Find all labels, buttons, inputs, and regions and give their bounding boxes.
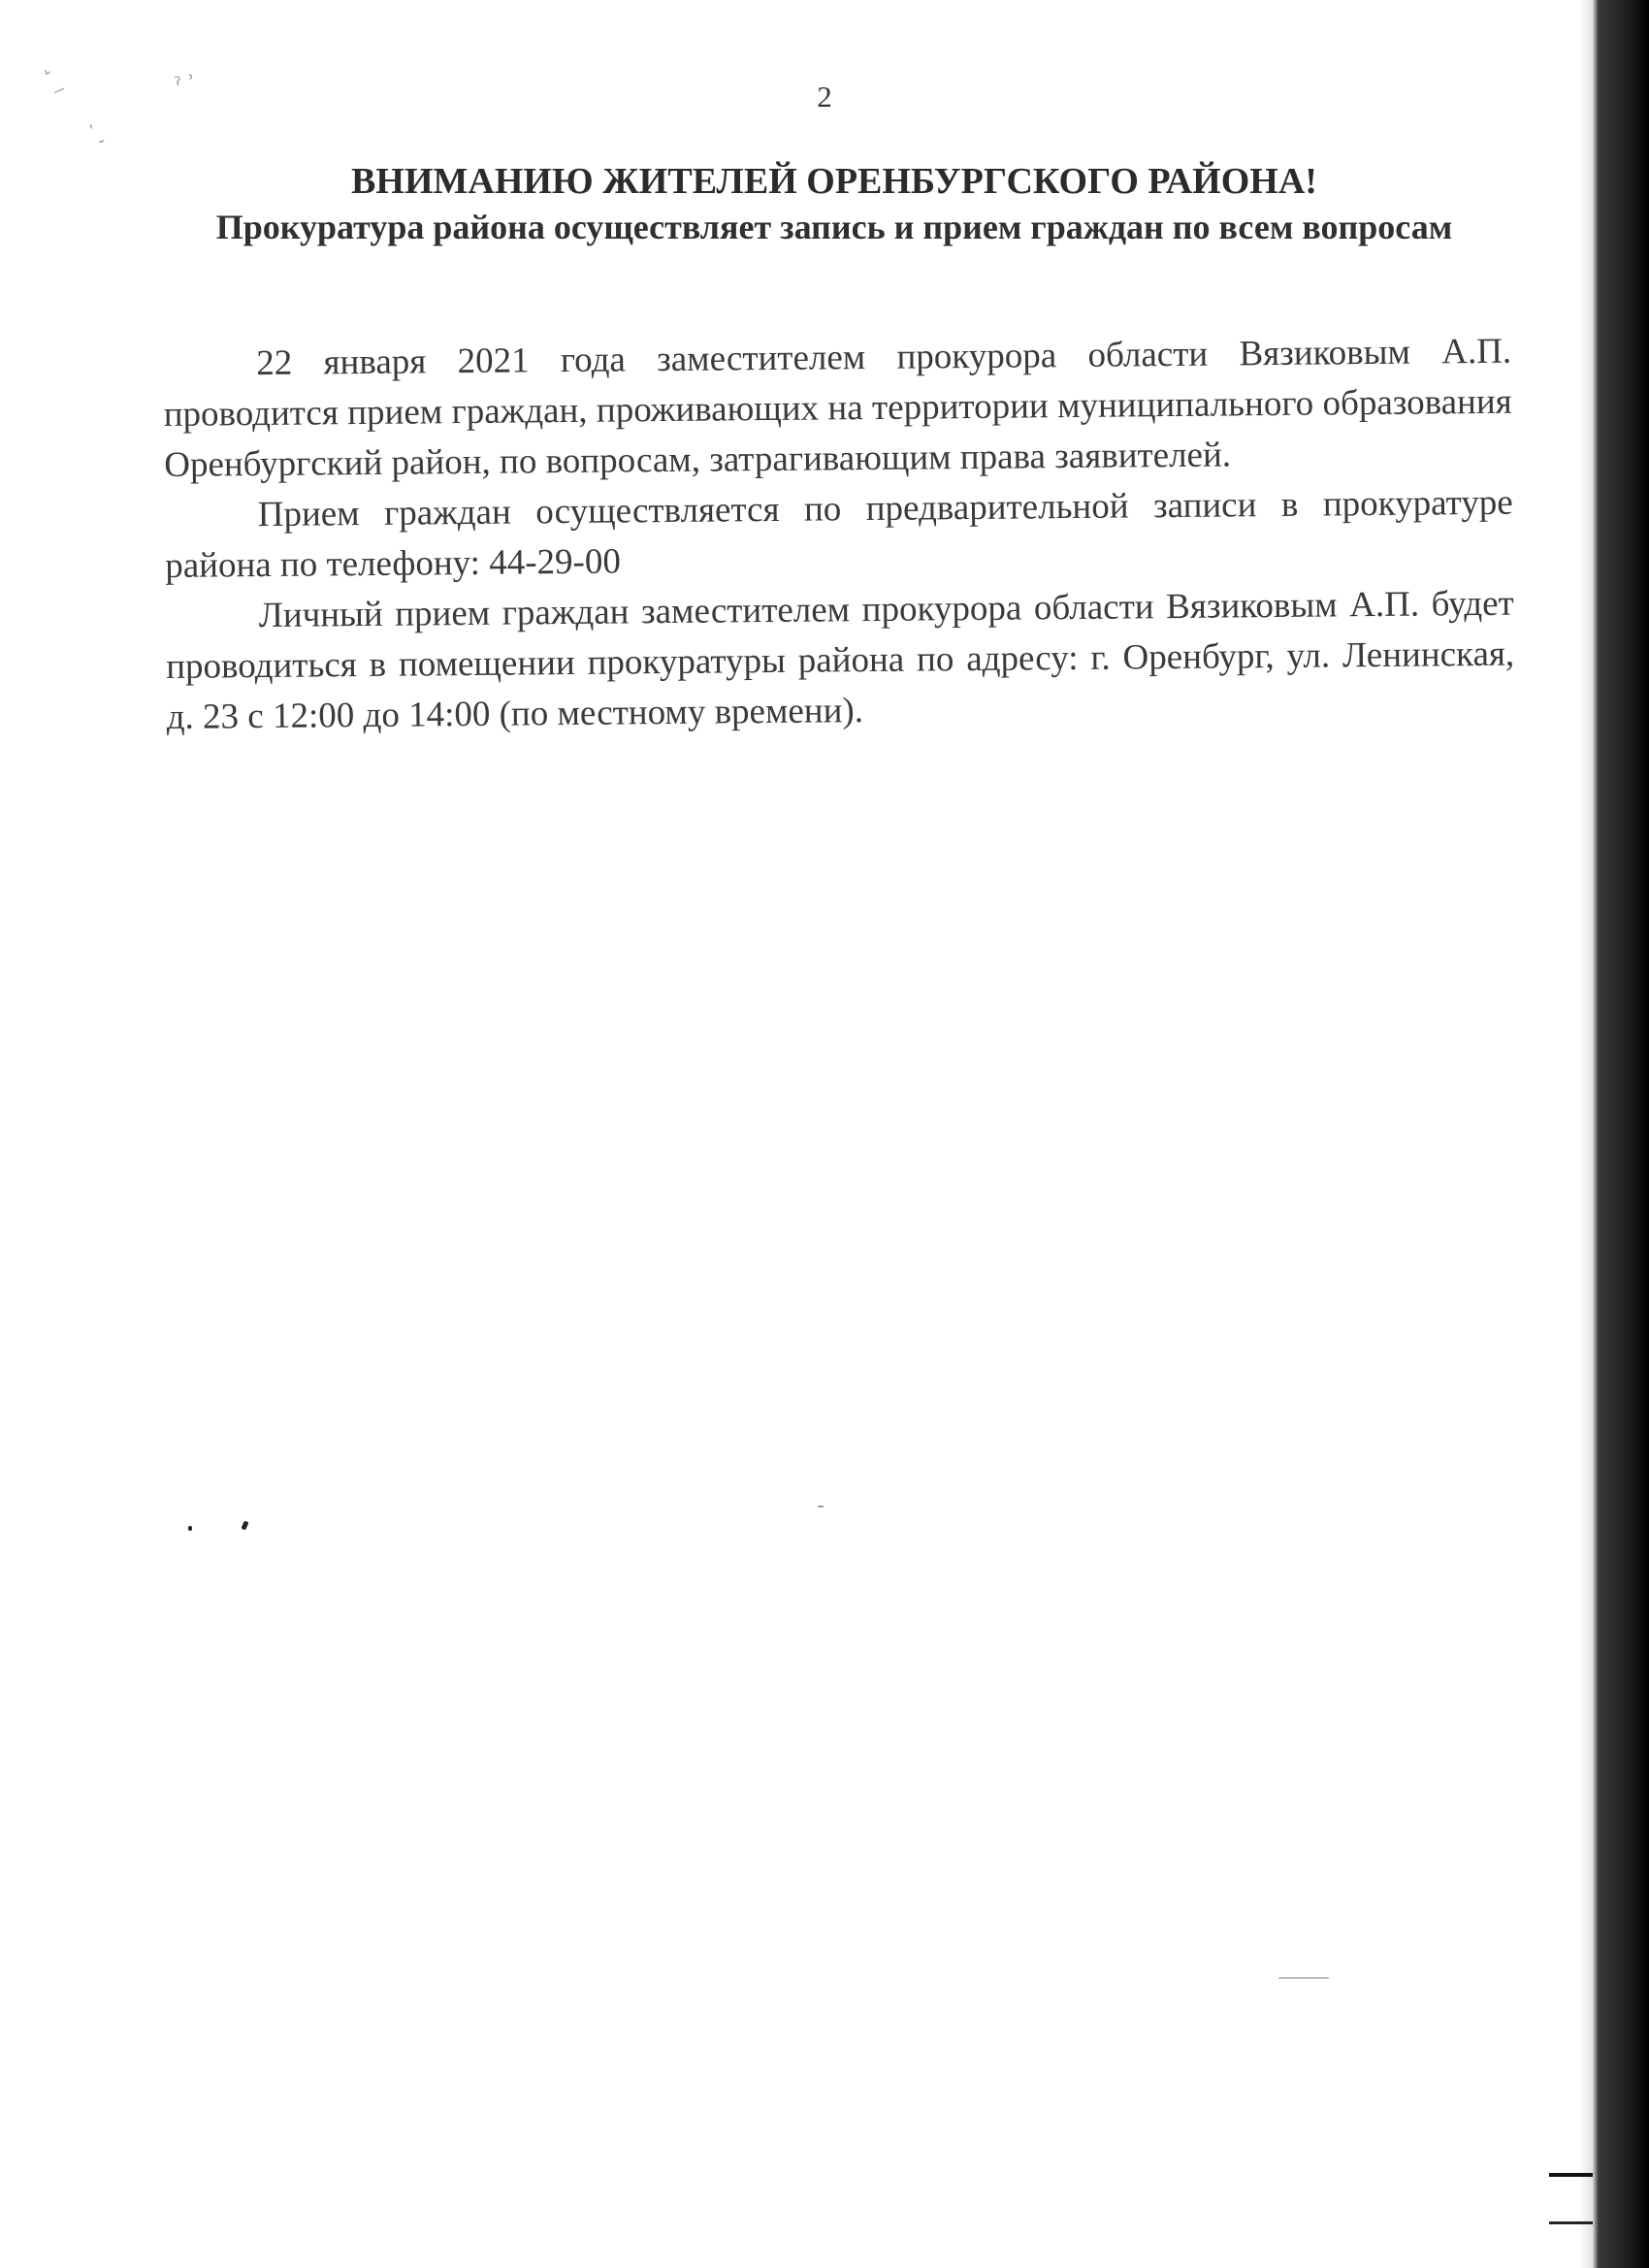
scan-speck xyxy=(818,1506,824,1507)
scan-artifact-top-left: ˇ ⸝ xyxy=(35,67,70,101)
page-number: 2 xyxy=(817,80,832,113)
page-title: ВНИМАНИЮ ЖИТЕЛЕЙ ОРЕНБУРГСКОГО РАЙОНА! xyxy=(351,161,1317,202)
scan-speck xyxy=(241,1520,248,1530)
paragraph-reception-address: Личный прием граждан заместителем прокурора области Вязиковым А.П. будет проводиться в помещении прокуратуры района по адресу: г. Оренбург, ул. Ленинская, д. 23 с 12:00 до 14:00 (по местному времени). xyxy=(166,583,1515,737)
scan-edge xyxy=(1593,0,1649,2268)
scan-artifact-top-left: ˴ ˏ xyxy=(82,113,116,146)
scan-artifact-top-left: ˀ ʾ xyxy=(172,71,198,99)
scan-speck xyxy=(1278,1977,1329,1979)
paragraph-registration-phone: Прием граждан осуществляется по предварительной записи в прокуратуре района по телефону: 44-29-00 xyxy=(165,482,1513,586)
scan-edge-shadow xyxy=(1579,0,1593,2268)
page-subtitle: Прокуратура района осуществляет запись и прием граждан по всем вопросам xyxy=(215,208,1453,246)
scan-speck xyxy=(188,1526,192,1531)
scan-edge-mark xyxy=(1549,2221,1593,2224)
paragraph-reception-date: 22 января 2021 года заместителем прокурора области Вязиковым А.П. проводится прием граждан, проживающих на территории муниципального образования Оренбургский район, по вопросам, затрагивающим права заявителей. xyxy=(163,331,1512,485)
scan-edge-mark xyxy=(1549,2173,1593,2177)
document-body xyxy=(163,327,1515,743)
